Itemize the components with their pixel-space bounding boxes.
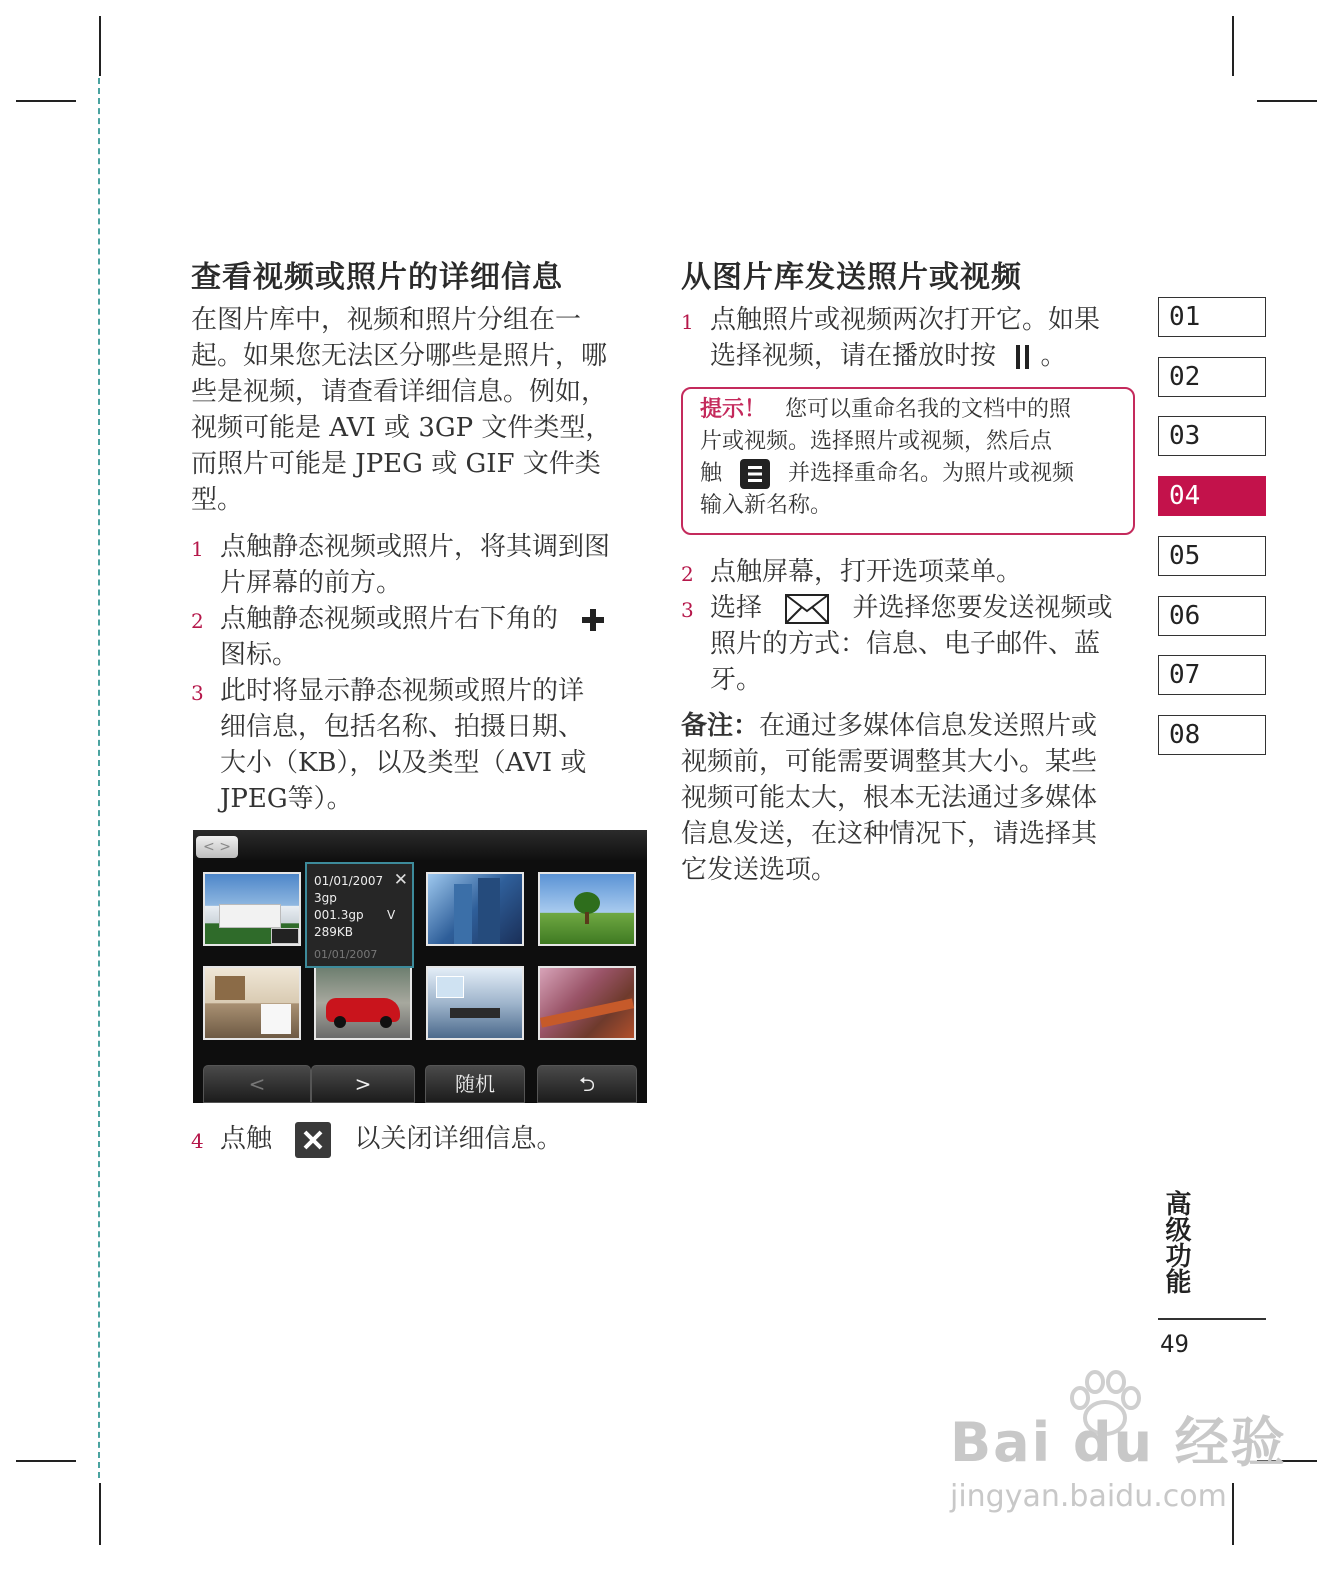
intro-paragraph: [191, 302, 641, 518]
chapter-tab-02[interactable]: 02: [1158, 357, 1266, 397]
step-line: 点触静态视频或照片右下角的: [220, 604, 559, 634]
thumbnail-skyscraper[interactable]: [426, 872, 524, 946]
detail-type: 3gp: [314, 891, 337, 905]
detail-size: 289KB: [314, 925, 354, 939]
tip-line: 并选择重命名。为照片或视频: [788, 461, 1075, 486]
details-popup: [305, 862, 414, 968]
random-button[interactable]: 随机: [425, 1065, 525, 1103]
phone-gallery-screenshot: [193, 830, 647, 1103]
step-line: 选择视频，请在播放时按: [710, 341, 997, 371]
close-icon[interactable]: ✕: [393, 870, 408, 890]
step-number: 2: [681, 562, 694, 586]
step-line: 片屏幕的前方。: [220, 568, 403, 598]
chapter-tab-04[interactable]: 04: [1158, 476, 1266, 516]
step-line: 牙。: [710, 665, 763, 695]
thumbnail-tree-field[interactable]: [538, 872, 636, 946]
chapter-tab-07[interactable]: 07: [1158, 655, 1266, 695]
step-number: 4: [191, 1129, 204, 1153]
note-line: 它发送选项。: [681, 855, 838, 885]
step-line: 。: [1040, 341, 1067, 371]
step-text: 以关闭详细信息。: [354, 1124, 563, 1154]
tip-line: 触: [700, 461, 723, 486]
chapter-tab-05[interactable]: 05: [1158, 536, 1266, 576]
intro-line: 型。: [191, 485, 244, 515]
binding-dashed-line: [98, 78, 100, 1478]
step-line: 细信息，包括名称、拍摄日期、: [220, 712, 585, 742]
prev-button[interactable]: <: [203, 1065, 311, 1103]
step-line: 点触静态视频或照片，将其调到图: [220, 532, 611, 562]
step-line: 点触照片或视频两次打开它。如果: [710, 305, 1101, 335]
page-number: 49: [1160, 1330, 1189, 1358]
step-line: 照片的方式：信息、电子邮件、蓝: [710, 629, 1101, 659]
detail-name: 001.3gp: [314, 908, 364, 922]
right-heading: 从图片库发送照片或视频: [681, 260, 1022, 295]
envelope-icon: [784, 593, 830, 625]
crop-mark: [99, 16, 101, 76]
chapter-tab-01[interactable]: 01: [1158, 297, 1266, 337]
crop-mark: [16, 100, 76, 102]
crop-mark: [16, 1460, 76, 1462]
right-step-2: [681, 554, 1141, 590]
left-heading: 查看视频或照片的详细信息: [191, 260, 563, 295]
step-line: 点触屏幕，打开选项菜单。: [710, 557, 1023, 587]
pause-icon: [1014, 343, 1032, 371]
close-icon: [294, 1121, 332, 1159]
watermark-brand: Bai du 经验: [950, 1411, 1287, 1474]
video-film-icon: [271, 928, 299, 944]
back-button[interactable]: ⮌: [537, 1065, 637, 1103]
thumbnail-red-car[interactable]: [314, 966, 412, 1040]
step-number: 2: [191, 609, 204, 633]
note-line: 信息发送，在这种情况下，请选择其: [681, 819, 1098, 849]
plus-icon: [580, 607, 606, 633]
note-line: 视频前，可能需要调整其大小。某些: [681, 747, 1098, 777]
tip-line: 片或视频。选择照片或视频，然后点: [700, 429, 1053, 454]
section-label: 高级功能: [1161, 1190, 1191, 1294]
chapter-tab-06[interactable]: 06: [1158, 596, 1266, 636]
step-line: 大小（KB），以及类型（AVI 或: [220, 748, 587, 778]
gallery-nav-arrows[interactable]: < >: [196, 836, 238, 858]
menu-icon: [739, 458, 771, 490]
crop-mark: [99, 1483, 101, 1545]
next-button[interactable]: >: [311, 1065, 415, 1103]
step-text: 点触: [220, 1124, 273, 1154]
thumbnail-dining-room[interactable]: [426, 966, 524, 1040]
crop-mark: [1232, 16, 1234, 76]
thumbnail-kitchen[interactable]: [203, 966, 301, 1040]
intro-line: 些是视频，请查看详细信息。例如，: [191, 377, 608, 407]
intro-line: 在图片库中，视频和照片分组在一: [191, 305, 582, 335]
left-step-2: [191, 601, 641, 673]
step-number: 3: [681, 598, 694, 622]
note-line: 视频可能太大，根本无法通过多媒体: [681, 783, 1098, 813]
detail-footer-date: 01/01/2007: [314, 948, 378, 961]
left-step-1: [191, 529, 641, 601]
detail-date: 01/01/2007: [314, 874, 384, 888]
note-paragraph: [681, 708, 1141, 888]
step-line: 选择: [710, 593, 763, 623]
baidu-watermark: [950, 1400, 1287, 1514]
intro-line: 视频可能是 AVI 或 3GP 文件类型，: [191, 413, 612, 443]
phone-top-bar: [193, 830, 647, 860]
note-label: 备注：: [681, 711, 760, 741]
page-divider: [1158, 1318, 1266, 1320]
intro-line: 而照片可能是 JPEG 或 GIF 文件类: [191, 449, 601, 479]
tip-text: [700, 394, 1120, 522]
chapter-tab-08[interactable]: 08: [1158, 715, 1266, 755]
step-line: 此时将显示静态视频或照片的详: [220, 676, 585, 706]
crop-mark: [1257, 100, 1317, 102]
step-line: 并选择您要发送视频或: [852, 593, 1113, 623]
right-step-1: [681, 302, 1141, 374]
left-step-4: [191, 1121, 641, 1161]
tip-label: 提示！: [700, 397, 767, 422]
tip-line: 您可以重命名我的文档中的照: [785, 397, 1072, 422]
step-number: 1: [681, 310, 694, 334]
right-step-3: [681, 590, 1141, 698]
watermark-url: jingyan.baidu.com: [950, 1479, 1227, 1514]
chapter-tab-03[interactable]: 03: [1158, 416, 1266, 456]
tip-line: 输入新名称。: [700, 493, 833, 518]
step-line: 图标。: [220, 640, 299, 670]
step-line: JPEG等）。: [220, 784, 353, 814]
detail-flag: V: [387, 908, 396, 922]
intro-line: 起。如果您无法区分哪些是照片，哪: [191, 341, 608, 371]
thumbnail-building[interactable]: [203, 872, 301, 946]
thumbnail-blossom-path[interactable]: [538, 966, 636, 1040]
note-line: 在通过多媒体信息发送照片或: [759, 711, 1098, 741]
step-number: 3: [191, 681, 204, 705]
step-number: 1: [191, 537, 204, 561]
phone-button-bar: [193, 1062, 647, 1103]
left-step-3: [191, 673, 641, 817]
